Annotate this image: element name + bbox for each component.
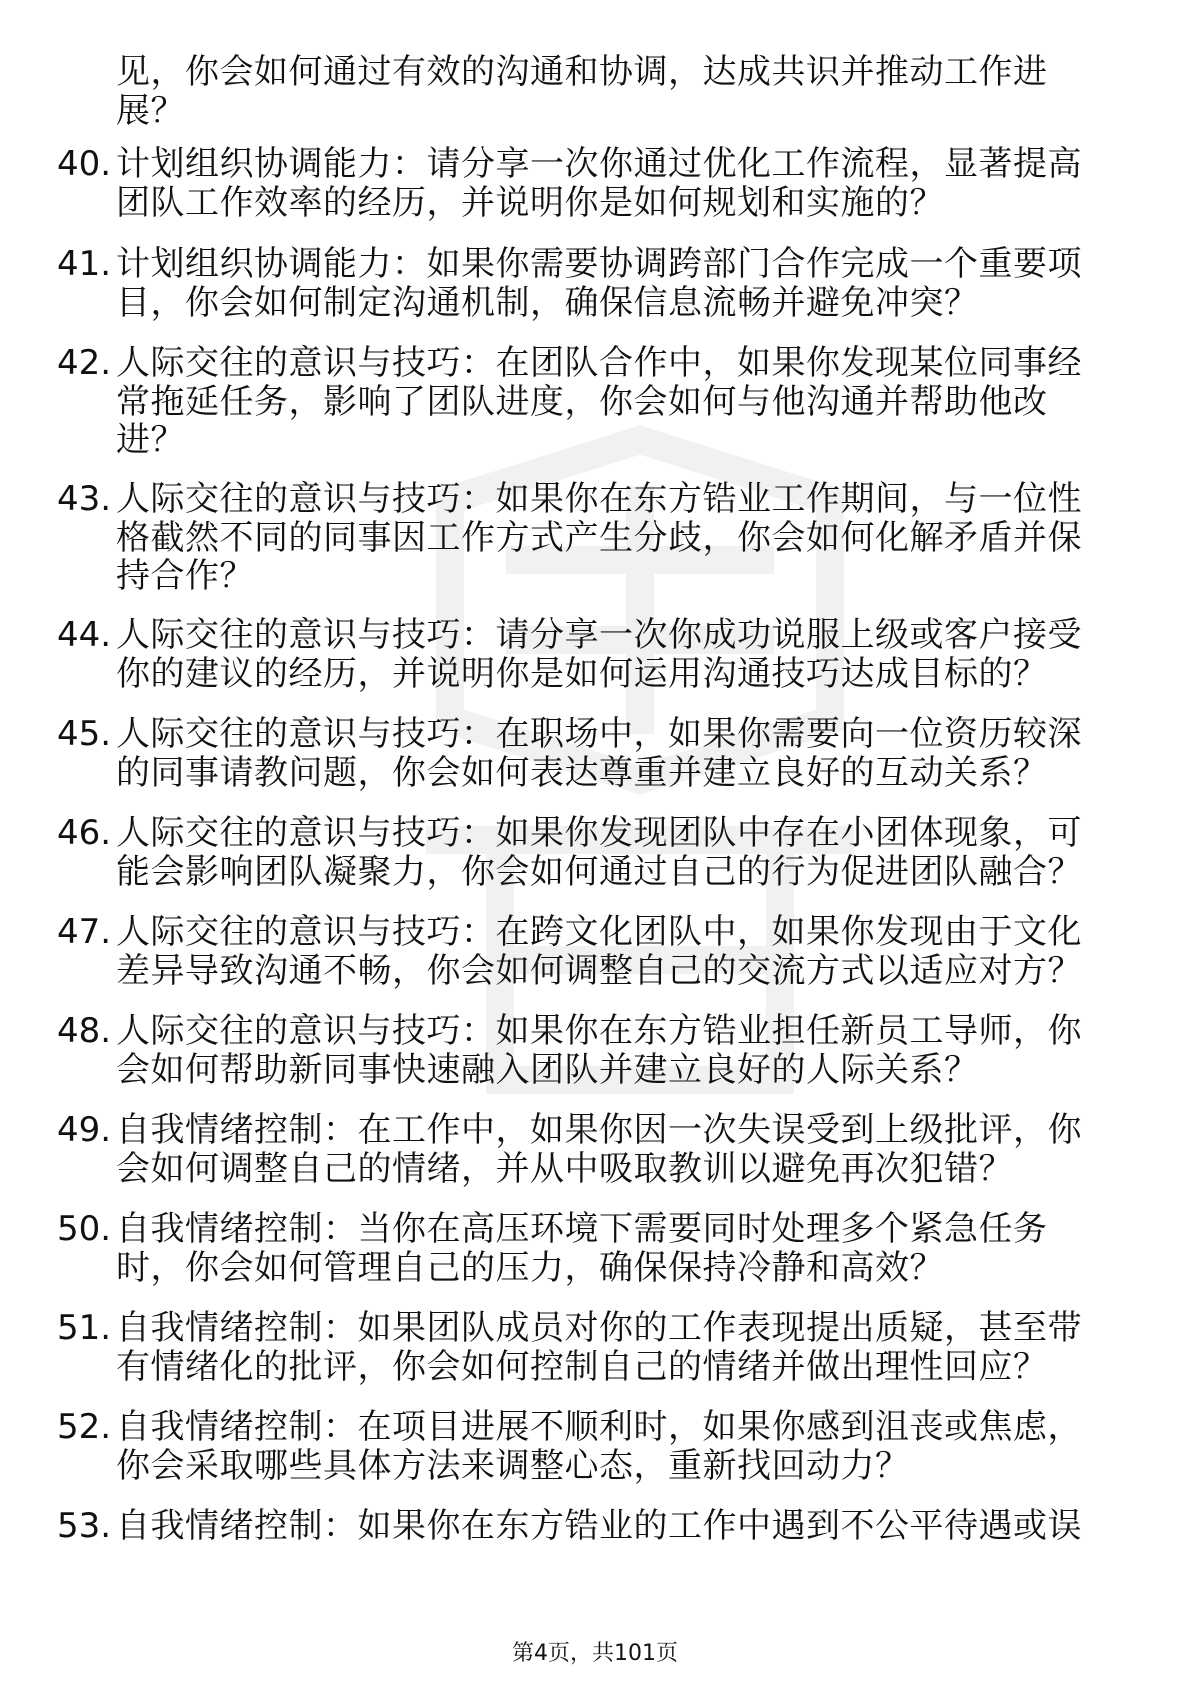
item-line: 自我情绪控制：在工作中，如果你因一次失误受到上级批评，你 <box>116 1110 1082 1150</box>
item-line: 团队工作效率的经历，并说明你是如何规划和实施的？ <box>116 183 944 223</box>
item-line: 会如何调整自己的情绪，并从中吸取教训以避免再次犯错？ <box>116 1149 1013 1189</box>
item-number: 49. <box>57 1110 112 1150</box>
item-line: 自我情绪控制：在项目进展不顺利时，如果你感到沮丧或焦虑， <box>116 1407 1082 1447</box>
page-footer: 第4页，共101页 <box>512 1641 678 1666</box>
item-number: 48. <box>57 1011 112 1051</box>
item-line: 时，你会如何管理自己的压力，确保保持冷静和高效？ <box>116 1248 944 1288</box>
item-line: 你的建议的经历，并说明你是如何运用沟通技巧达成目标的？ <box>116 654 1048 694</box>
item-line: 格截然不同的同事因工作方式产生分歧，你会如何化解矛盾并保 <box>116 518 1082 558</box>
item-number: 52. <box>57 1407 112 1447</box>
item-line: 能会影响团队凝聚力，你会如何通过自己的行为促进团队融合？ <box>116 852 1082 892</box>
item-line: 有情绪化的批评，你会如何控制自己的情绪并做出理性回应？ <box>116 1347 1048 1387</box>
item-number: 43. <box>57 479 112 519</box>
item-line: 常拖延任务，影响了团队进度，你会如何与他沟通并帮助他改 <box>116 382 1048 422</box>
item-line: 目，你会如何制定沟通机制，确保信息流畅并避免冲突？ <box>116 283 979 323</box>
item-number: 42. <box>57 343 112 383</box>
item-line: 差异导致沟通不畅，你会如何调整自己的交流方式以适应对方？ <box>116 951 1082 991</box>
item-number: 44. <box>57 615 112 655</box>
item-line: 人际交往的意识与技巧：如果你发现团队中存在小团体现象，可 <box>116 813 1082 853</box>
intro-line: 见，你会如何通过有效的沟通和协调，达成共识并推动工作进 <box>116 52 1048 92</box>
item-number: 51. <box>57 1308 112 1348</box>
item-line: 自我情绪控制：当你在高压环境下需要同时处理多个紧急任务 <box>116 1209 1048 1249</box>
item-line: 持合作？ <box>116 556 254 596</box>
item-line: 人际交往的意识与技巧：请分享一次你成功说服上级或客户接受 <box>116 615 1082 655</box>
item-number: 53. <box>57 1506 112 1546</box>
item-line: 进？ <box>116 420 185 460</box>
item-line: 人际交往的意识与技巧：如果你在东方锆业工作期间，与一位性 <box>116 479 1082 519</box>
item-line: 你会采取哪些具体方法来调整心态，重新找回动力？ <box>116 1446 910 1486</box>
item-number: 50. <box>57 1209 112 1249</box>
item-line: 的同事请教问题，你会如何表达尊重并建立良好的互动关系？ <box>116 753 1048 793</box>
intro-line: 展？ <box>116 91 185 131</box>
item-line: 会如何帮助新同事快速融入团队并建立良好的人际关系？ <box>116 1050 979 1090</box>
item-line: 人际交往的意识与技巧：在职场中，如果你需要向一位资历较深 <box>116 714 1082 754</box>
item-number: 46. <box>57 813 112 853</box>
item-line: 计划组织协调能力：如果你需要协调跨部门合作完成一个重要项 <box>116 244 1082 284</box>
item-line: 人际交往的意识与技巧：在跨文化团队中，如果你发现由于文化 <box>116 912 1082 952</box>
item-number: 45. <box>57 714 112 754</box>
item-line: 计划组织协调能力：请分享一次你通过优化工作流程，显著提高 <box>116 144 1082 184</box>
item-line: 人际交往的意识与技巧：在团队合作中，如果你发现某位同事经 <box>116 343 1082 383</box>
item-line: 自我情绪控制：如果团队成员对你的工作表现提出质疑，甚至带 <box>116 1308 1082 1348</box>
item-number: 47. <box>57 912 112 952</box>
item-line: 人际交往的意识与技巧：如果你在东方锆业担任新员工导师，你 <box>116 1011 1082 1051</box>
item-line: 自我情绪控制：如果你在东方锆业的工作中遇到不公平待遇或误 <box>116 1506 1082 1546</box>
item-number: 40. <box>57 144 112 184</box>
item-number: 41. <box>57 244 112 284</box>
